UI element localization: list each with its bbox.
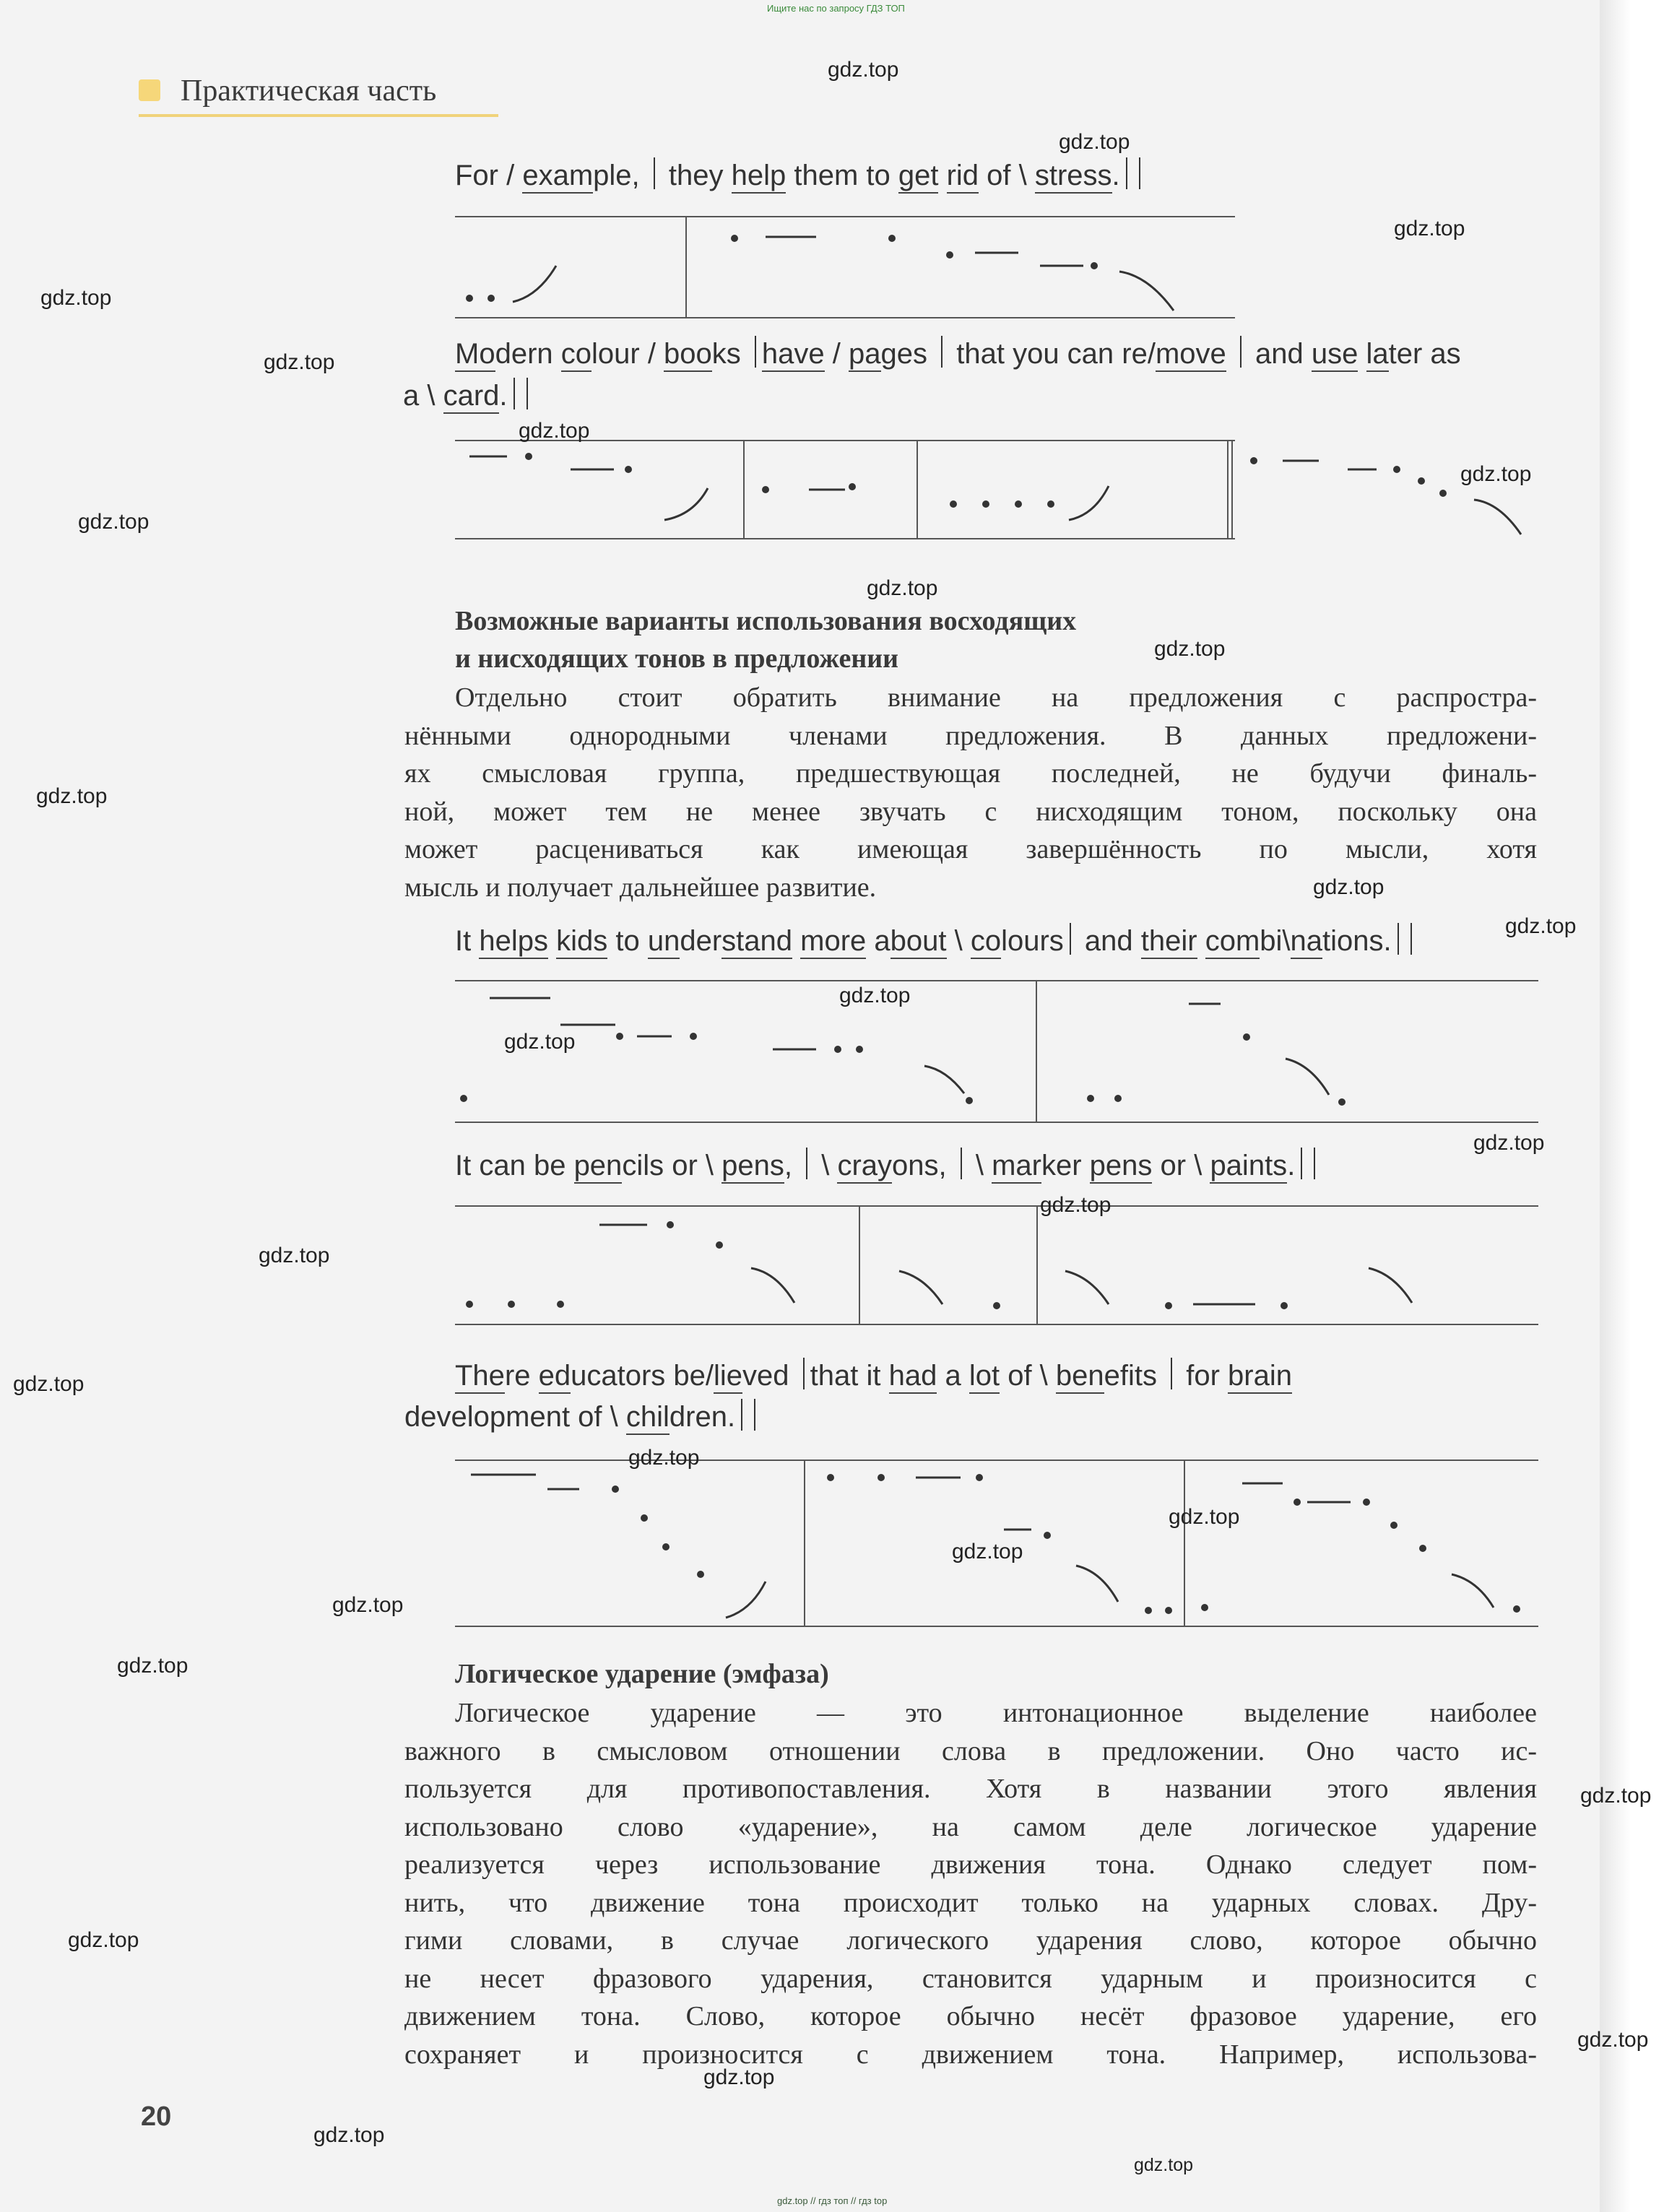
page-edge-shadow — [1600, 0, 1677, 2212]
watermark: gdz.top — [703, 2065, 775, 2089]
top-banner: Ищите нас по запросу ГДЗ ТОП — [767, 3, 905, 14]
watermark: gdz.top — [839, 984, 911, 1007]
watermark: gdz.top — [1169, 1505, 1240, 1529]
watermark: gdz.top — [13, 1372, 84, 1396]
watermark: gdz.top — [519, 419, 590, 443]
watermark: gdz.top — [259, 1244, 330, 1267]
watermark: gdz.top — [1154, 637, 1226, 661]
section-title: Практическая часть — [181, 74, 437, 108]
watermark: gdz.top — [1059, 130, 1130, 154]
watermark: gdz.top — [1577, 2028, 1649, 2052]
section-marker-icon — [139, 79, 160, 101]
watermark: gdz.top — [1460, 462, 1532, 486]
watermark: gdz.top — [1505, 914, 1577, 938]
tone-diagram-4 — [455, 1205, 1538, 1327]
example-sentence-3: It helps kids to understand more about \ colours and their combi\nations. — [455, 923, 1418, 958]
example-sentence-1: For / example, they help them to get rid of \ stress. — [455, 157, 1146, 192]
example-sentence-5-line-1: There educators be/lieved that it had a lot of \ benefits for brain — [455, 1358, 1292, 1392]
section-underline — [139, 114, 498, 117]
paragraph-logical-stress: Логическое ударение — это интонационное выделение наиболее важного в смысловом отношении слова в предложении. Оно часто ис- пользуется для противопоставления. Хотя в названии этого явления использовано слово «ударение», на самом деле логическое ударение реализуется через использование движения тона. Однако следует пом- нить, что движение тона происходит только на ударных словах. Дру- гими словами, в случае логического ударения слово, которое обычно не несет фразового ударения, становится ударным и произносится с движением тона. Слово, которое обычно несёт фразовое ударение, его сохраняет и произносится с движением тона. Например, использова- — [404, 1698, 1537, 2070]
watermark: gdz.top — [68, 1928, 139, 1952]
unused — [1235, 439, 1236, 440]
watermark: gdz.top — [504, 1030, 576, 1054]
watermark: gdz.top — [313, 2123, 385, 2147]
watermark: gdz.top — [828, 58, 899, 82]
watermark: gdz.top — [36, 784, 108, 808]
tone-diagram-2-last-group — [455, 439, 1235, 540]
watermark: gdz.top — [332, 1593, 404, 1617]
example-sentence-5-line-2: development of \ children. — [404, 1399, 761, 1434]
watermark: gdz.top — [1040, 1193, 1112, 1217]
example-sentence-4: It can be pencils or \ pens, \ crayons, \ marker pens or \ paints. — [455, 1148, 1321, 1182]
example-sentence-2-line-1: Modern colour / books have / pages that you can re/move and use later as — [455, 336, 1461, 370]
watermark: gdz.top — [117, 1654, 188, 1678]
example-sentence-2-line-2: a \ card. — [403, 378, 534, 412]
watermark: gdz.top — [1580, 1784, 1652, 1808]
watermark: gdz.top — [78, 510, 150, 534]
watermark: gdz.top — [1394, 217, 1465, 240]
watermark: gdz.top — [1313, 875, 1384, 899]
paragraph-homogeneous-members: Отдельно стоит обратить внимание на предложения с распростра- нёнными однородными членами предложения. В данных предложени- ях смысловая группа, предшествующая последней, не будучи финаль- ной, может тем не менее звучать с нисходящим тоном, поскольку она может расцениваться как имеющая завершённость по мысли, хотя мысль и получает дальнейшее развитие. — [404, 682, 1537, 903]
heading-logical-stress: Логическое ударение (эмфаза) — [455, 1659, 829, 1689]
section-header — [139, 72, 514, 116]
watermark: gdz.top — [628, 1446, 700, 1470]
watermark: gdz.top — [264, 350, 335, 374]
watermark: gdz.top — [40, 286, 112, 310]
page-number: 20 — [141, 2102, 172, 2132]
heading-tone-variants: Возможные варианты использования восходящих и нисходящих тонов в предложении — [455, 606, 1077, 674]
tone-diagram-1 — [455, 215, 1235, 320]
watermark: gdz.top — [1134, 2155, 1194, 2175]
tone-diagram-3 — [455, 979, 1538, 1124]
bottom-banner: gdz.top // гдз топ // гдз top — [777, 2195, 888, 2206]
watermark: gdz.top — [952, 1540, 1023, 1563]
watermark: gdz.top — [867, 576, 938, 600]
tone-diagram-2-group-4 — [1232, 441, 1535, 540]
watermark: gdz.top — [1473, 1131, 1545, 1155]
